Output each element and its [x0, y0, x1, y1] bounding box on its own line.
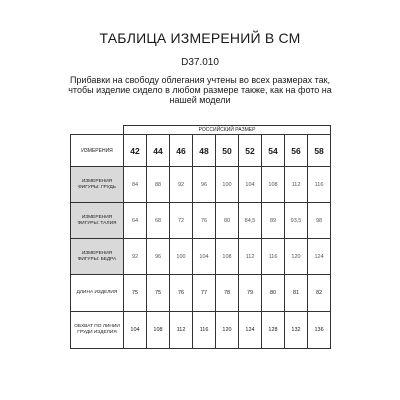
row-label: ИЗМЕРЕНИЯ ФИГУРЫ: ГРУДЬ — [71, 167, 124, 203]
row-label: ИЗМЕРЕНИЯ ФИГУРЫ: ТАЛИЯ — [71, 203, 124, 239]
table-cell: 104 — [239, 167, 262, 203]
table-cell: 84,5 — [239, 203, 262, 239]
size-header: 48 — [193, 135, 216, 167]
table-row-waist — [71, 203, 331, 239]
table-row-chest-volume — [71, 312, 331, 349]
table-row-chest — [71, 167, 331, 203]
size-header: 42 — [124, 135, 147, 167]
page-title: ТАБЛИЦА ИЗМЕРЕНИЙ В СМ — [99, 30, 301, 46]
table-cell: 100 — [216, 167, 239, 203]
table-cell: 92 — [170, 167, 193, 203]
row-label: ОБХВАТ ПО ЛИНИИ ГРУДИ ИЗДЕЛИЯ — [71, 312, 124, 349]
table-cell: 96 — [193, 167, 216, 203]
table-cell: 76 — [170, 275, 193, 312]
table-cell: 120 — [285, 239, 308, 275]
row-label: ДЛИНА ИЗДЕЛИЯ — [71, 275, 124, 312]
measurements-header: ИЗМЕРЕНИЯ — [71, 135, 124, 167]
table-cell: 80 — [216, 203, 239, 239]
table-cell: 76 — [193, 203, 216, 239]
table-cell: 81 — [285, 275, 308, 312]
table-cell: 128 — [262, 312, 285, 349]
product-code: D37.010 — [181, 57, 219, 68]
table-cell: 82 — [308, 275, 331, 312]
table-cell: 112 — [170, 312, 193, 349]
table-cell: 124 — [239, 312, 262, 349]
table-cell: 120 — [216, 312, 239, 349]
table-cell: 75 — [124, 275, 147, 312]
table-cell: 108 — [262, 167, 285, 203]
table-cell: 75 — [147, 275, 170, 312]
size-table — [70, 125, 331, 349]
size-header: 58 — [308, 135, 331, 167]
table-cell: 96 — [147, 239, 170, 275]
table-cell: 98 — [308, 203, 331, 239]
table-cell: 124 — [308, 239, 331, 275]
table-cell: 68 — [147, 203, 170, 239]
table-cell: 93,5 — [285, 203, 308, 239]
table-cell: 88 — [147, 167, 170, 203]
table-row-hips — [71, 239, 331, 275]
table-cell: 64 — [124, 203, 147, 239]
table-cell: 112 — [285, 167, 308, 203]
table-cell: 89 — [262, 203, 285, 239]
size-header: 56 — [285, 135, 308, 167]
sizes-header-row — [71, 135, 331, 167]
size-header: 54 — [262, 135, 285, 167]
row-label: ИЗМЕРЕНИЯ ФИГУРЫ: БЕДРА — [71, 239, 124, 275]
table-cell: 116 — [308, 167, 331, 203]
table-cell: 112 — [239, 239, 262, 275]
fit-note: Прибавки на свободу облегания учтены во всех размерах так, чтобы изделие сидело в любом размере также, как на фото на нашей модели — [68, 75, 332, 105]
table-cell: 72 — [170, 203, 193, 239]
table-cell: 108 — [216, 239, 239, 275]
table-cell: 136 — [308, 312, 331, 349]
table-row-length — [71, 275, 331, 312]
size-header: 50 — [216, 135, 239, 167]
size-group-header: РОССИЙСКИЙ РАЗМЕР — [124, 126, 331, 135]
size-header: 52 — [239, 135, 262, 167]
size-header: 46 — [170, 135, 193, 167]
table-cell: 77 — [193, 275, 216, 312]
table-cell: 116 — [262, 239, 285, 275]
size-header: 44 — [147, 135, 170, 167]
table-cell: 78 — [216, 275, 239, 312]
table-cell: 100 — [170, 239, 193, 275]
table-cell: 84 — [124, 167, 147, 203]
table-cell: 92 — [124, 239, 147, 275]
table-cell: 108 — [147, 312, 170, 349]
table-cell: 80 — [262, 275, 285, 312]
group-header-row — [71, 126, 331, 135]
table-cell: 79 — [239, 275, 262, 312]
table-cell: 132 — [285, 312, 308, 349]
table-cell: 116 — [193, 312, 216, 349]
table-cell: 104 — [124, 312, 147, 349]
blank-corner-cell — [71, 126, 124, 135]
table-cell: 104 — [193, 239, 216, 275]
